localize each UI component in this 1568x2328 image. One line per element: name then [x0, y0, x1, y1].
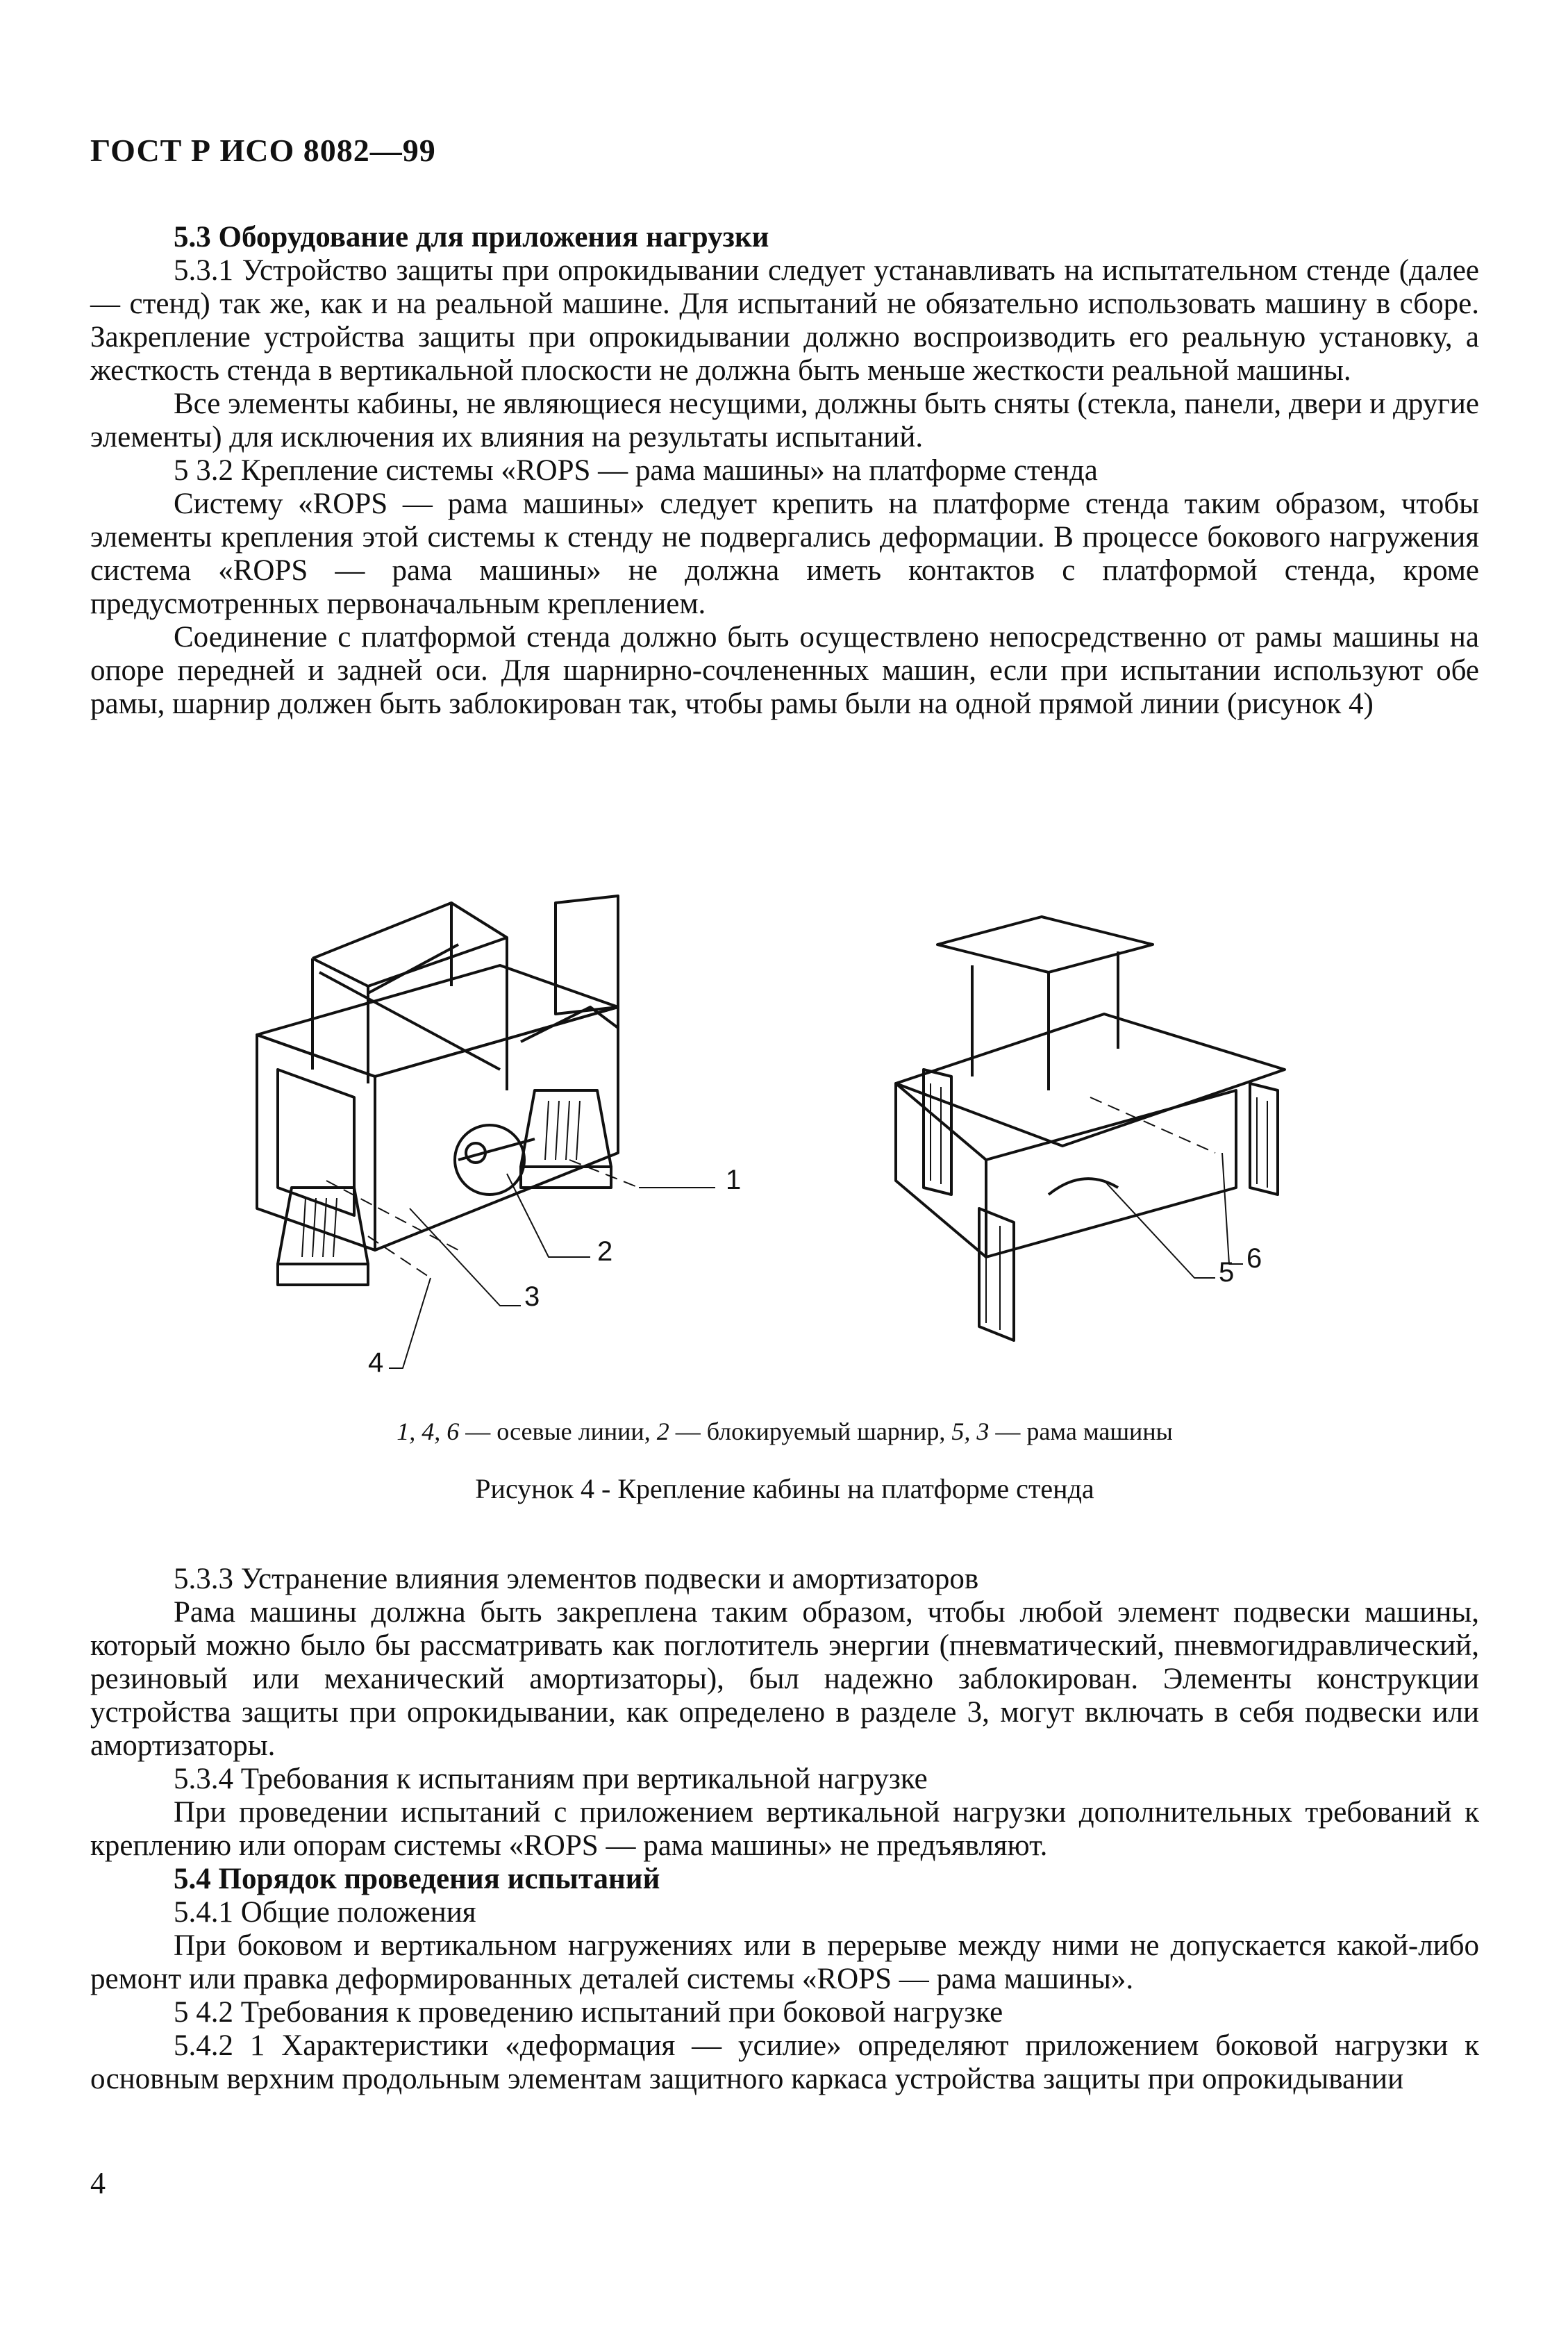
figure-label-2: 2 [597, 1236, 613, 1267]
left-machine-drawing [257, 896, 715, 1368]
figure-caption: Рисунок 4 - Крепление кабины на платформе стенда [475, 1473, 1094, 1504]
paragraph-vertical: При проведении испытаний с приложением вертикальной нагрузки дополнительных требований к креплению или опорам системы «ROPS — рама машины» не предъявляют. [90, 1796, 1479, 1862]
figure-legend [90, 1417, 1479, 1446]
figure-4-drawing [229, 861, 1410, 1389]
figure-4 [229, 861, 1410, 1389]
section-heading-5-4: 5.4 Порядок проведения испытаний [174, 1863, 660, 1895]
paragraph-5-4-1-title: 5.4.1 Общие положения [174, 1896, 476, 1929]
paragraph-5-3-4-title: 5.3.4 Требования к испытаниям при вертикальной нагрузке [174, 1763, 928, 1795]
text-block-top [90, 221, 1479, 721]
paragraph-frame: Рама машины должна быть закреплена таким образом, чтобы любой элемент подвески машины, который можно было бы рассматривать как поглотитель энергии (пневматический, пневмогидравлический, резиновый или механический амортизаторы), был надежно заблокирован. Элементы конструкции устройства защиты при опрокидывании, как определено в разделе 3, могут включать в себя подвески или амортизаторы. [90, 1596, 1479, 1762]
page-number: 4 [90, 2166, 106, 2200]
paragraph-cabin: Все элементы кабины, не являющиеся несущими, должны быть сняты (стекла, панели, двери и другие элементы) для исключения их влияния на результаты испытаний. [90, 388, 1479, 454]
paragraph-general: При боковом и вертикальном нагружениях или в перерыве между ними не допускается какой-либо ремонт или правка деформированных деталей системы «ROPS — рама машины». [90, 1929, 1479, 1995]
legend-nums-axes: 1, 4, 6 [397, 1417, 460, 1445]
figure-label-3: 3 [524, 1281, 540, 1312]
paragraph-system: Систему «ROPS — рама машины» следует крепить на платформе стенда таким образом, чтобы элементы крепления этой системы к стенду не подвергались деформации. В процессе бокового нагружения система «ROPS — рама машины» не должна иметь контактов с платформой стенда, кроме предусмотренных первоначальным креплением. [90, 488, 1479, 620]
legend-text-frame: — рама машины [989, 1417, 1173, 1445]
paragraph-connection: Соединение с платформой стенда должно быть осуществлено непосредственно от рамы машины на опоре передней и задней оси. Для шарнирно-сочлененных машин, если при испытании используют обе рамы, шарнир должен быть заблокирован так, чтобы рамы были на одной прямой линии (рисунок 4) [90, 621, 1479, 720]
document-header: ГОСТ Р ИСО 8082—99 [90, 133, 436, 168]
paragraph-5-3-1: 5.3.1 Устройство защиты при опрокидывании следует устанавливать на испытательном стенде (далее — стенд) так же, как и на реальной машине. Для испытаний не обязательно использовать машину в сборе. Закрепление устройства защиты при опрокидывании должно воспроизводить его реальную установку, а жесткость стенда в вертикальной плоскости не должна быть меньше жесткости реальной машины. [90, 254, 1479, 387]
figure-label-1: 1 [726, 1165, 742, 1195]
figure-label-6: 6 [1246, 1243, 1262, 1274]
paragraph-5-4-2-1: 5.4.2 1 Характеристики «деформация — усилие» определяют приложением боковой нагрузки к основным верхним продольным элементам защитного каркаса устройства защиты при опрокидывании [90, 2029, 1479, 2095]
legend-nums-frame: 5, 3 [951, 1417, 990, 1445]
paragraph-5-3-3-title: 5.3.3 Устранение влияния элементов подвески и амортизаторов [174, 1563, 979, 1595]
legend-nums-hinge: 2 [656, 1417, 669, 1445]
section-heading-5-3: 5.3 Оборудование для приложения нагрузки [174, 221, 769, 253]
legend-text-axes: — осевые линии, [459, 1417, 657, 1445]
text-block-bottom [90, 1563, 1479, 2096]
figure-label-5: 5 [1219, 1257, 1235, 1288]
paragraph-5-3-2-title: 5 3.2 Крепление системы «ROPS — рама машины» на платформе стенда [174, 454, 1098, 487]
legend-text-hinge: — блокируемый шарнир, [669, 1417, 952, 1445]
paragraph-5-4-2-title: 5 4.2 Требования к проведению испытаний при боковой нагрузке [174, 1996, 1003, 2029]
figure-label-4: 4 [368, 1347, 384, 1378]
